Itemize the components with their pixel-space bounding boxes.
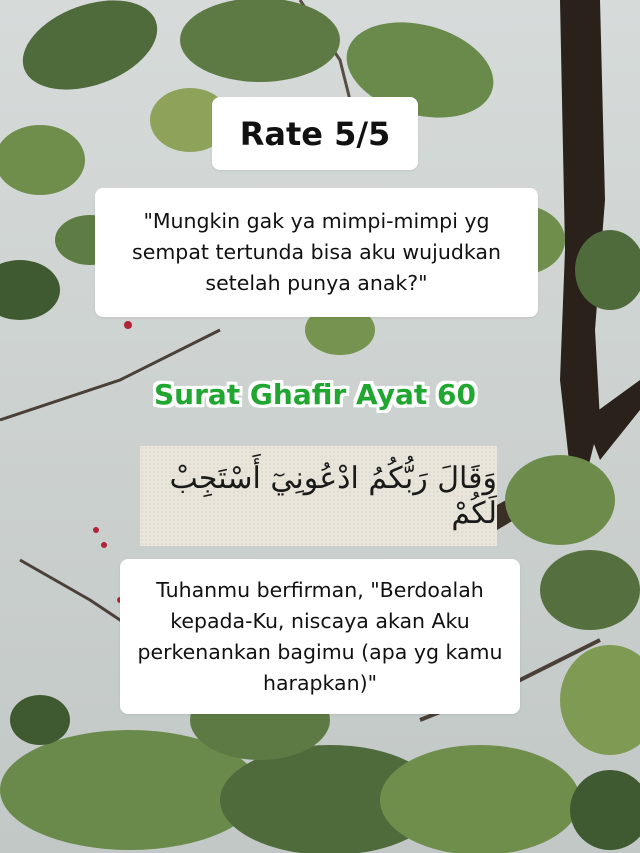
rating-label: Rate 5/5 <box>239 114 391 153</box>
translation-text: Tuhanmu berfirman, "Berdoalah kepada-Ku, niscaya akan Aku perkenankan bagimu (apa yg kamu harapkan)" <box>137 577 503 695</box>
quote-text: "Mungkin gak ya mimpi-mimpi yg sempat tertunda bisa aku wujudkan setelah punya anak?" <box>132 209 501 295</box>
arabic-verse-panel <box>140 446 497 546</box>
surah-title: Surat Ghafir Ayat 60 <box>154 378 476 411</box>
translation-card <box>120 559 520 714</box>
rating-card <box>212 97 418 170</box>
quote-card <box>95 188 538 317</box>
arabic-verse-text: وَقَالَ رَبُّكُمُ ادْعُونِيٓ أَسْتَجِبْ لَكُمْ <box>169 461 497 531</box>
